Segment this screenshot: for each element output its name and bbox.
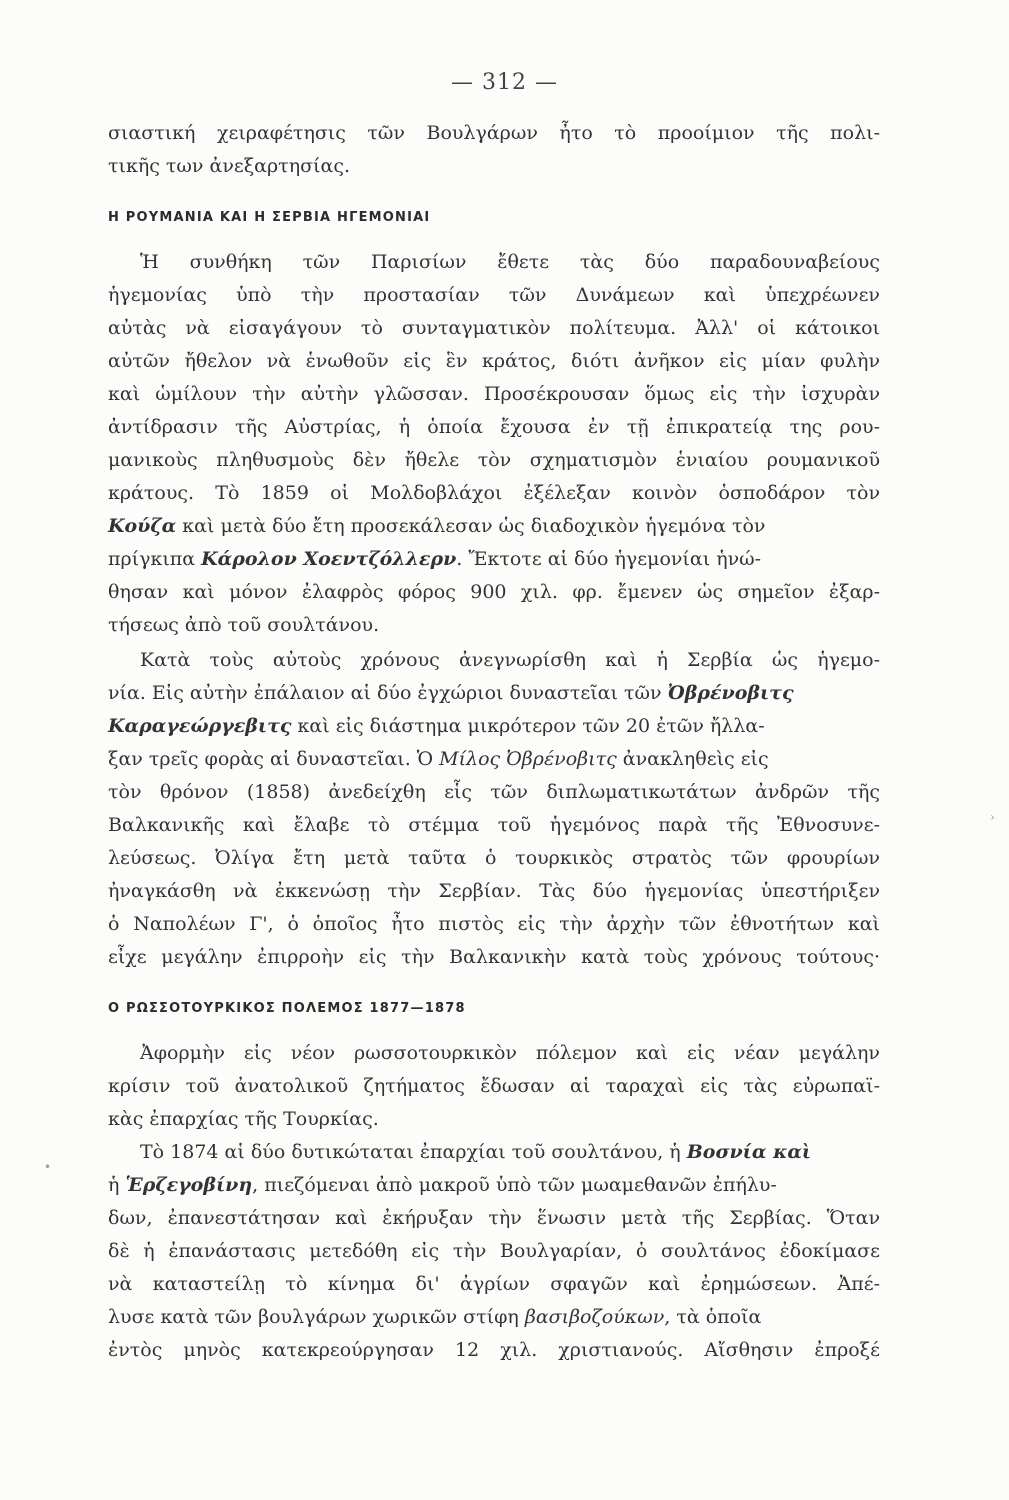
scan-speck: • [44,1160,52,1174]
paragraph-line: αὐτῶν ἤθελον νὰ ἑνωθοῦν εἰς ἓν κράτος, διότι ἀνῆκον εἰς μίαν φυλὴν [108,350,880,372]
paragraph-line [108,512,880,540]
term-basibozouk: βασιβοζούκων [524,1306,665,1328]
paragraph-line: ἡγεμονίας ὑπὸ τὴν προστασίαν τῶν Δυνάμεων καὶ ὑπεχρέωνεν [108,284,880,306]
paragraph-line: θησαν καὶ μόνον ἐλαφρὸς φόρος 900 χιλ. φρ. ἔμενεν ὡς σημεῖον ἐξαρ- [108,581,880,603]
page-number: — 312 — [451,70,558,95]
paragraph-line [108,1171,880,1199]
name-kouza: Κούζα [108,515,177,537]
section-heading-russo-turkish-war: Ο ΡΩΣΣΟΤΟΥΡΚΙΚΟΣ ΠΟΛΕΜΟΣ 1877—1878 [108,1001,466,1016]
name-karageorgevits: Καραγεώργεβιτς [108,715,292,737]
line-text: καὶ εἰς διάστημα μικρότερον τῶν 20 ἐτῶν ἤλλα- [291,715,765,737]
paragraph-line [108,679,880,707]
name-milos: Μίλος Ὀβρένοβιτς [439,748,617,770]
line-text: Τὸ 1874 αἱ δύο δυτικώταται ἐπαρχίαι τοῦ σουλτάνου, ἡ [140,1141,687,1163]
paragraph-line: δων, ἐπανεστάτησαν καὶ ἐκήρυξαν τὴν ἕνωσιν μετὰ τῆς Σερβίας. Ὅταν [108,1207,880,1229]
line-text: νία. Εἰς αὐτὴν ἐπάλαιον αἱ δύο ἐγχώριοι δυναστεῖαι τῶν [108,682,668,704]
paragraph-line [108,745,880,773]
line-text: , τὰ ὁποῖα [664,1306,762,1328]
line-text: πρίγκιπα [108,548,202,570]
intro-line-1: σιαστική χειραφέτησις τῶν Βουλγάρων ἦτο τὸ προοίμιον τῆς πολι- [108,122,880,144]
scan-speck: › [990,810,995,824]
paragraph-line: τὸν θρόνον (1858) ἀνεδείχθη εἷς τῶν διπλωματικωτάτων ἀνδρῶν τῆς [108,781,880,803]
paragraph-line: Βαλκανικῆς καὶ ἔλαβε τὸ στέμμα τοῦ ἡγεμόνος παρὰ τῆς Ἐθνοσυνε- [108,814,880,836]
paragraph-line: ἐντὸς μηνὸς κατεκρεούργησαν 12 χιλ. χριστιανούς. Αἴσθησιν ἐπροξέ [108,1339,880,1361]
paragraph-line: κράτους. Τὸ 1859 οἱ Μολδοβλάχοι ἐξέλεξαν κοινὸν ὁσποδάρον τὸν [108,482,880,504]
paragraph-line: μανικοὺς πληθυσμοὺς δὲν ἤθελε τὸν σχηματισμὸν ἑνιαίου ρουμανικοῦ [108,449,880,471]
paragraph-line [108,545,880,573]
paragraph-line: τήσεως ἀπὸ τοῦ σουλτάνου. [108,614,380,636]
paragraph-line: Ἀφορμὴν εἰς νέον ρωσσοτουρκικὸν πόλεμον καὶ εἰς νέαν μεγάλην [140,1042,880,1064]
line-text: ἀνακληθεὶς εἰς [616,748,769,770]
name-bosnia: Βοσνία καὶ [686,1141,812,1163]
intro-line-2: τικῆς των ἀνεξαρτησίας. [108,155,351,177]
paragraph-line [108,1303,880,1331]
section-heading-romania-serbia: Η ΡΟΥΜΑΝΙΑ ΚΑΙ Η ΣΕΡΒΙΑ ΗΓΕΜΟΝΙΑΙ [108,210,431,225]
name-erzegovini: Ἑρζεγοβίνη [125,1174,253,1196]
paragraph-line: ὁ Ναπολέων Γ', ὁ ὁποῖος ἦτο πιστὸς εἰς τὴν ἀρχὴν τῶν ἐθνοτήτων καὶ [108,913,880,935]
name-obrenovits: Ὀβρένοβιτς [667,682,794,704]
paragraph-line: Κατὰ τοὺς αὐτοὺς χρόνους ἀνεγνωρίσθη καὶ ἡ Σερβία ὡς ἡγεμο- [140,649,880,671]
paragraph-line [140,1138,880,1166]
paragraph-line: εἶχε μεγάλην ἐπιρροὴν εἰς τὴν Βαλκανικὴν κατὰ τοὺς χρόνους τούτους· [108,946,880,968]
paragraph-line: κρίσιν τοῦ ἀνατολικοῦ ζητήματος ἔδωσαν αἱ ταραχαὶ εἰς τὰς εὐρωπαϊ- [108,1075,880,1097]
name-karolos: Κάρολον Χοεντζόλλερν [201,548,457,570]
paragraph-line: κὰς ἐπαρχίας τῆς Τουρκίας. [108,1108,379,1130]
paragraph-line: ἠναγκάσθη νὰ ἐκκενώσῃ τὴν Σερβίαν. Τὰς δύο ἡγεμονίας ὑπεστήριξεν [108,880,880,902]
line-text: , πιεζόμεναι ἀπὸ μακροῦ ὑπὸ τῶν μωαμεθανῶν ἐπήλυ- [252,1174,777,1196]
line-text: λυσε κατὰ τῶν βουλγάρων χωρικῶν στίφη [108,1306,525,1328]
paragraph-line: αὐτὰς νὰ εἰσαγάγουν τὸ συνταγματικὸν πολίτευμα. Ἀλλ' οἱ κάτοικοι [108,317,880,339]
paragraph-line: Ἡ συνθήκη τῶν Παρισίων ἔθετε τὰς δύο παραδουναβείους [140,251,880,273]
paragraph-line: καὶ ὡμίλουν τὴν αὐτὴν γλῶσσαν. Προσέκρουσαν ὅμως εἰς τὴν ἰσχυρὰν [108,383,880,405]
paragraph-line [108,712,880,740]
line-text: ἡ [108,1174,126,1196]
line-text: . Ἔκτοτε αἱ δύο ἡγεμονίαι ἡνώ- [456,548,762,570]
paragraph-line: δὲ ἡ ἐπανάστασις μετεδόθη εἰς τὴν Βουλγαρίαν, ὁ σουλτάνος ἐδοκίμασε [108,1240,880,1262]
paragraph-line: λεύσεως. Ὀλίγα ἔτη μετὰ ταῦτα ὁ τουρκικὸς στρατὸς τῶν φρουρίων [108,847,880,869]
line-text: ξαν τρεῖς φορὰς αἱ δυναστεῖαι. Ὁ [108,748,440,770]
line-text: καὶ μετὰ δύο ἔτη προσεκάλεσαν ὡς διαδοχικὸν ἡγεμόνα τὸν [182,515,766,537]
paragraph-line: νὰ καταστείλῃ τὸ κίνημα δι' ἀγρίων σφαγῶν καὶ ἐρημώσεων. Ἀπέ- [108,1273,880,1295]
paragraph-line: ἀντίδρασιν τῆς Αὐστρίας, ἡ ὁποία ἔχουσα ἐν τῇ ἐπικρατείᾳ της ρου- [108,416,880,438]
